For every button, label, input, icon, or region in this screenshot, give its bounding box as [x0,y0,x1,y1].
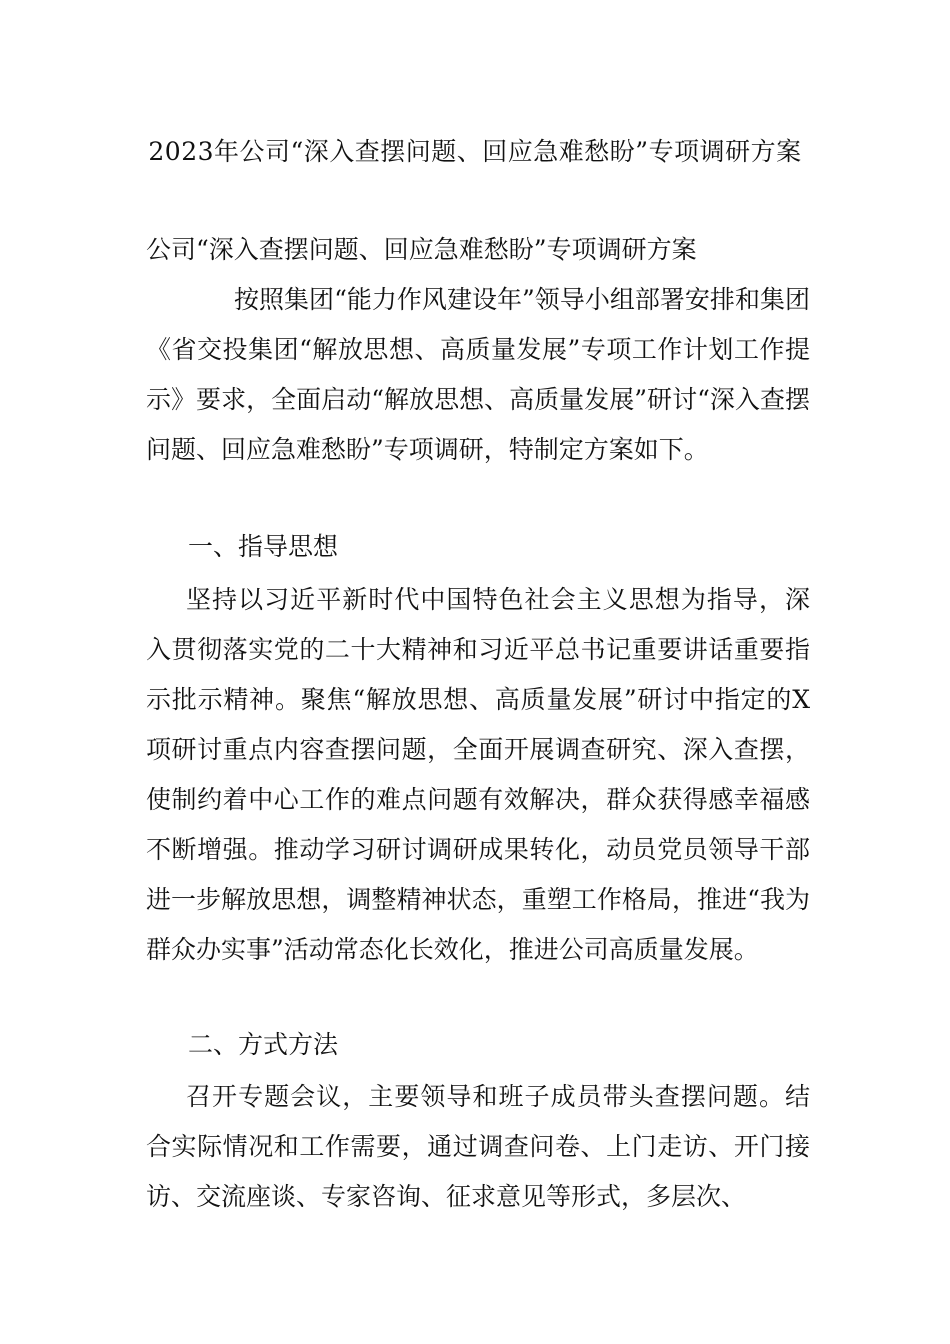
section-paragraph-methods: 召开专题会议，主要领导和班子成员带头查摆问题。结合实际情况和工作需要，通过调查问卷、上门走访、开门接访、交流座谈、专家咨询、征求意见等形式，多层次、 [146,1082,810,1211]
section-paragraph-guiding-ideology: 坚持以习近平新时代中国特色社会主义思想为指导，深入贯彻落实党的二十大精神和习近平总书记重要讲话重要指示批示精神。聚焦“解放思想、高质量发展”研讨中指定的X项研讨重点内容查摆问题，全面开展调查研究、深入查摆，使制约着中心工作的难点问题有效解决，群众获得感幸福感不断增强。推动学习研讨调研成果转化，动员党员领导干部进一步解放思想，调整精神状态，重塑工作格局，推进“我为群众办实事”活动常态化长效化，推进公司高质量发展。 [146,585,810,964]
section-heading-methods: 二、方式方法 [188,1030,339,1059]
section-heading-guiding-ideology: 一、指导思想 [188,532,339,561]
intro-paragraph: 按照集团“能力作风建设年”领导小组部署安排和集团《省交投集团“解放思想、高质量发展”专项工作计划工作提示》要求，全面启动“解放思想、高质量发展”研讨“深入查摆问题、回应急难愁盼”专项调研，特制定方案如下。 [146,285,810,464]
document-title: 2023年公司“深入查摆问题、回应急难愁盼”专项调研方案 [148,137,802,166]
document-subtitle: 公司“深入查摆问题、回应急难愁盼”专项调研方案 [146,235,697,264]
